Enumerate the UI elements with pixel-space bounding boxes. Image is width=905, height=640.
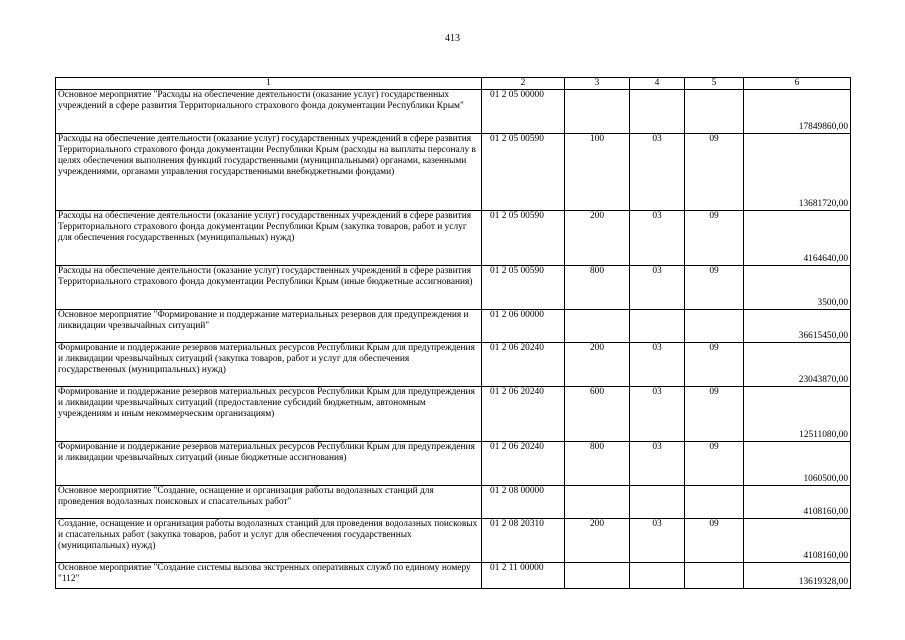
row-name: Основное мероприятие "Расходы на обеспечение деятельности (оказание услуг) государственных учреждений в сфере развития Территориального страхового фонда документации Республики Крым" (56, 90, 482, 134)
header-cell-vr: 3 (565, 78, 630, 90)
row-name: Основное мероприятие "Создание, оснащение и организация работы водолазных станций для проведения водолазных поисковых и спасательных работ" (56, 486, 482, 519)
row-vr (565, 310, 630, 343)
row-pr (685, 486, 744, 519)
row-sum: 3500,00 (744, 266, 851, 310)
row-rz (630, 486, 685, 519)
row-sum: 13619328,00 (744, 563, 851, 589)
row-pr: 09 (685, 442, 744, 486)
row-pr (685, 563, 744, 589)
row-rz (630, 310, 685, 343)
row-name: Расходы на обеспечение деятельности (оказание услуг) государственных учреждений в сфере развития Территориального страхового фонда документации Республики Крым (расходы на выплаты персоналу в целях обеспечения выполнения функций государственными (муниципальными) органами, казенными учреждениями, органами управления государственными внебюджетными фондами) (56, 134, 482, 211)
row-sum: 4108160,00 (744, 486, 851, 519)
row-code: 01 2 08 20310 (482, 519, 565, 563)
row-rz: 03 (630, 343, 685, 387)
table-row (56, 90, 851, 134)
row-rz: 03 (630, 266, 685, 310)
row-rz: 03 (630, 211, 685, 266)
table-row (56, 134, 851, 211)
row-pr: 09 (685, 343, 744, 387)
row-vr: 800 (565, 266, 630, 310)
row-pr: 09 (685, 211, 744, 266)
row-vr: 200 (565, 519, 630, 563)
row-pr: 09 (685, 387, 744, 442)
row-name: Формирование и поддержание резервов материальных ресурсов Республики Крым для предупреждения и ликвидации чрезвычайных ситуаций (иные бюджетные ассигнования) (56, 442, 482, 486)
row-name: Расходы на обеспечение деятельности (оказание услуг) государственных учреждений в сфере развития Территориального страхового фонда документации Республики Крым (иные бюджетные ассигнования) (56, 266, 482, 310)
row-sum: 4164640,00 (744, 211, 851, 266)
row-rz: 03 (630, 442, 685, 486)
row-vr: 200 (565, 343, 630, 387)
row-code: 01 2 05 00590 (482, 134, 565, 211)
row-vr (565, 486, 630, 519)
row-code: 01 2 08 00000 (482, 486, 565, 519)
row-sum: 1060500,00 (744, 442, 851, 486)
row-sum: 36615450,00 (744, 310, 851, 343)
row-rz: 03 (630, 519, 685, 563)
row-code: 01 2 05 00590 (482, 211, 565, 266)
row-pr: 09 (685, 519, 744, 563)
header-cell-rz: 4 (630, 78, 685, 90)
row-pr (685, 90, 744, 134)
row-name: Формирование и поддержание резервов материальных ресурсов Республики Крым для предупреждения и ликвидации чрезвычайных ситуаций (закупка товаров, работ и услуг для обеспечения государственных (муниципальных) нужд) (56, 343, 482, 387)
row-code: 01 2 06 00000 (482, 310, 565, 343)
row-sum: 4108160,00 (744, 519, 851, 563)
row-code: 01 2 06 20240 (482, 387, 565, 442)
row-rz (630, 90, 685, 134)
header-cell-sum: 6 (744, 78, 851, 90)
header-cell-code: 2 (482, 78, 565, 90)
table-row (56, 486, 851, 519)
table-row (56, 563, 851, 589)
row-vr (565, 90, 630, 134)
header-cell-pr: 5 (685, 78, 744, 90)
row-name: Формирование и поддержание резервов материальных ресурсов Республики Крым для предупреждения и ликвидации чрезвычайных ситуаций (предоставление субсидий бюджетным, автономным учреждениям и иным некоммерческим организациям) (56, 387, 482, 442)
row-vr (565, 563, 630, 589)
table-header-row (56, 78, 851, 90)
row-sum: 17849860,00 (744, 90, 851, 134)
row-code: 01 2 05 00000 (482, 90, 565, 134)
row-rz: 03 (630, 134, 685, 211)
budget-table (55, 77, 851, 589)
row-sum: 23043870,00 (744, 343, 851, 387)
row-pr: 09 (685, 134, 744, 211)
page-number: 413 (445, 33, 460, 44)
table-row (56, 211, 851, 266)
row-name: Создание, оснащение и организация работы водолазных станций для проведения водолазных поисковых и спасательных работ (закупка товаров, работ и услуг для обеспечения государственных (муниципальных) нужд) (56, 519, 482, 563)
row-sum: 13681720,00 (744, 134, 851, 211)
row-vr: 200 (565, 211, 630, 266)
row-code: 01 2 06 20240 (482, 343, 565, 387)
table-row (56, 266, 851, 310)
row-code: 01 2 05 00590 (482, 266, 565, 310)
row-vr: 600 (565, 387, 630, 442)
row-name: Основное мероприятие "Формирование и поддержание материальных резервов для предупреждения и ликвидации чрезвычайных ситуаций" (56, 310, 482, 343)
table-row (56, 519, 851, 563)
table-row (56, 442, 851, 486)
row-code: 01 2 06 20240 (482, 442, 565, 486)
row-pr (685, 310, 744, 343)
row-vr: 100 (565, 134, 630, 211)
row-code: 01 2 11 00000 (482, 563, 565, 589)
row-rz (630, 563, 685, 589)
row-pr: 09 (685, 266, 744, 310)
row-rz: 03 (630, 387, 685, 442)
table-row (56, 343, 851, 387)
header-cell-name: 1 (56, 78, 482, 90)
row-vr: 800 (565, 442, 630, 486)
row-name: Расходы на обеспечение деятельности (оказание услуг) государственных учреждений в сфере развития Территориального страхового фонда документации Республики Крым (закупка товаров, работ и услуг для обеспечения государственных (муниципальных) нужд) (56, 211, 482, 266)
row-sum: 12511080,00 (744, 387, 851, 442)
row-name: Основное мероприятие "Создание системы вызова экстренных оперативных служб по единому номеру "112" (56, 563, 482, 589)
table-row (56, 310, 851, 343)
table-row (56, 387, 851, 442)
